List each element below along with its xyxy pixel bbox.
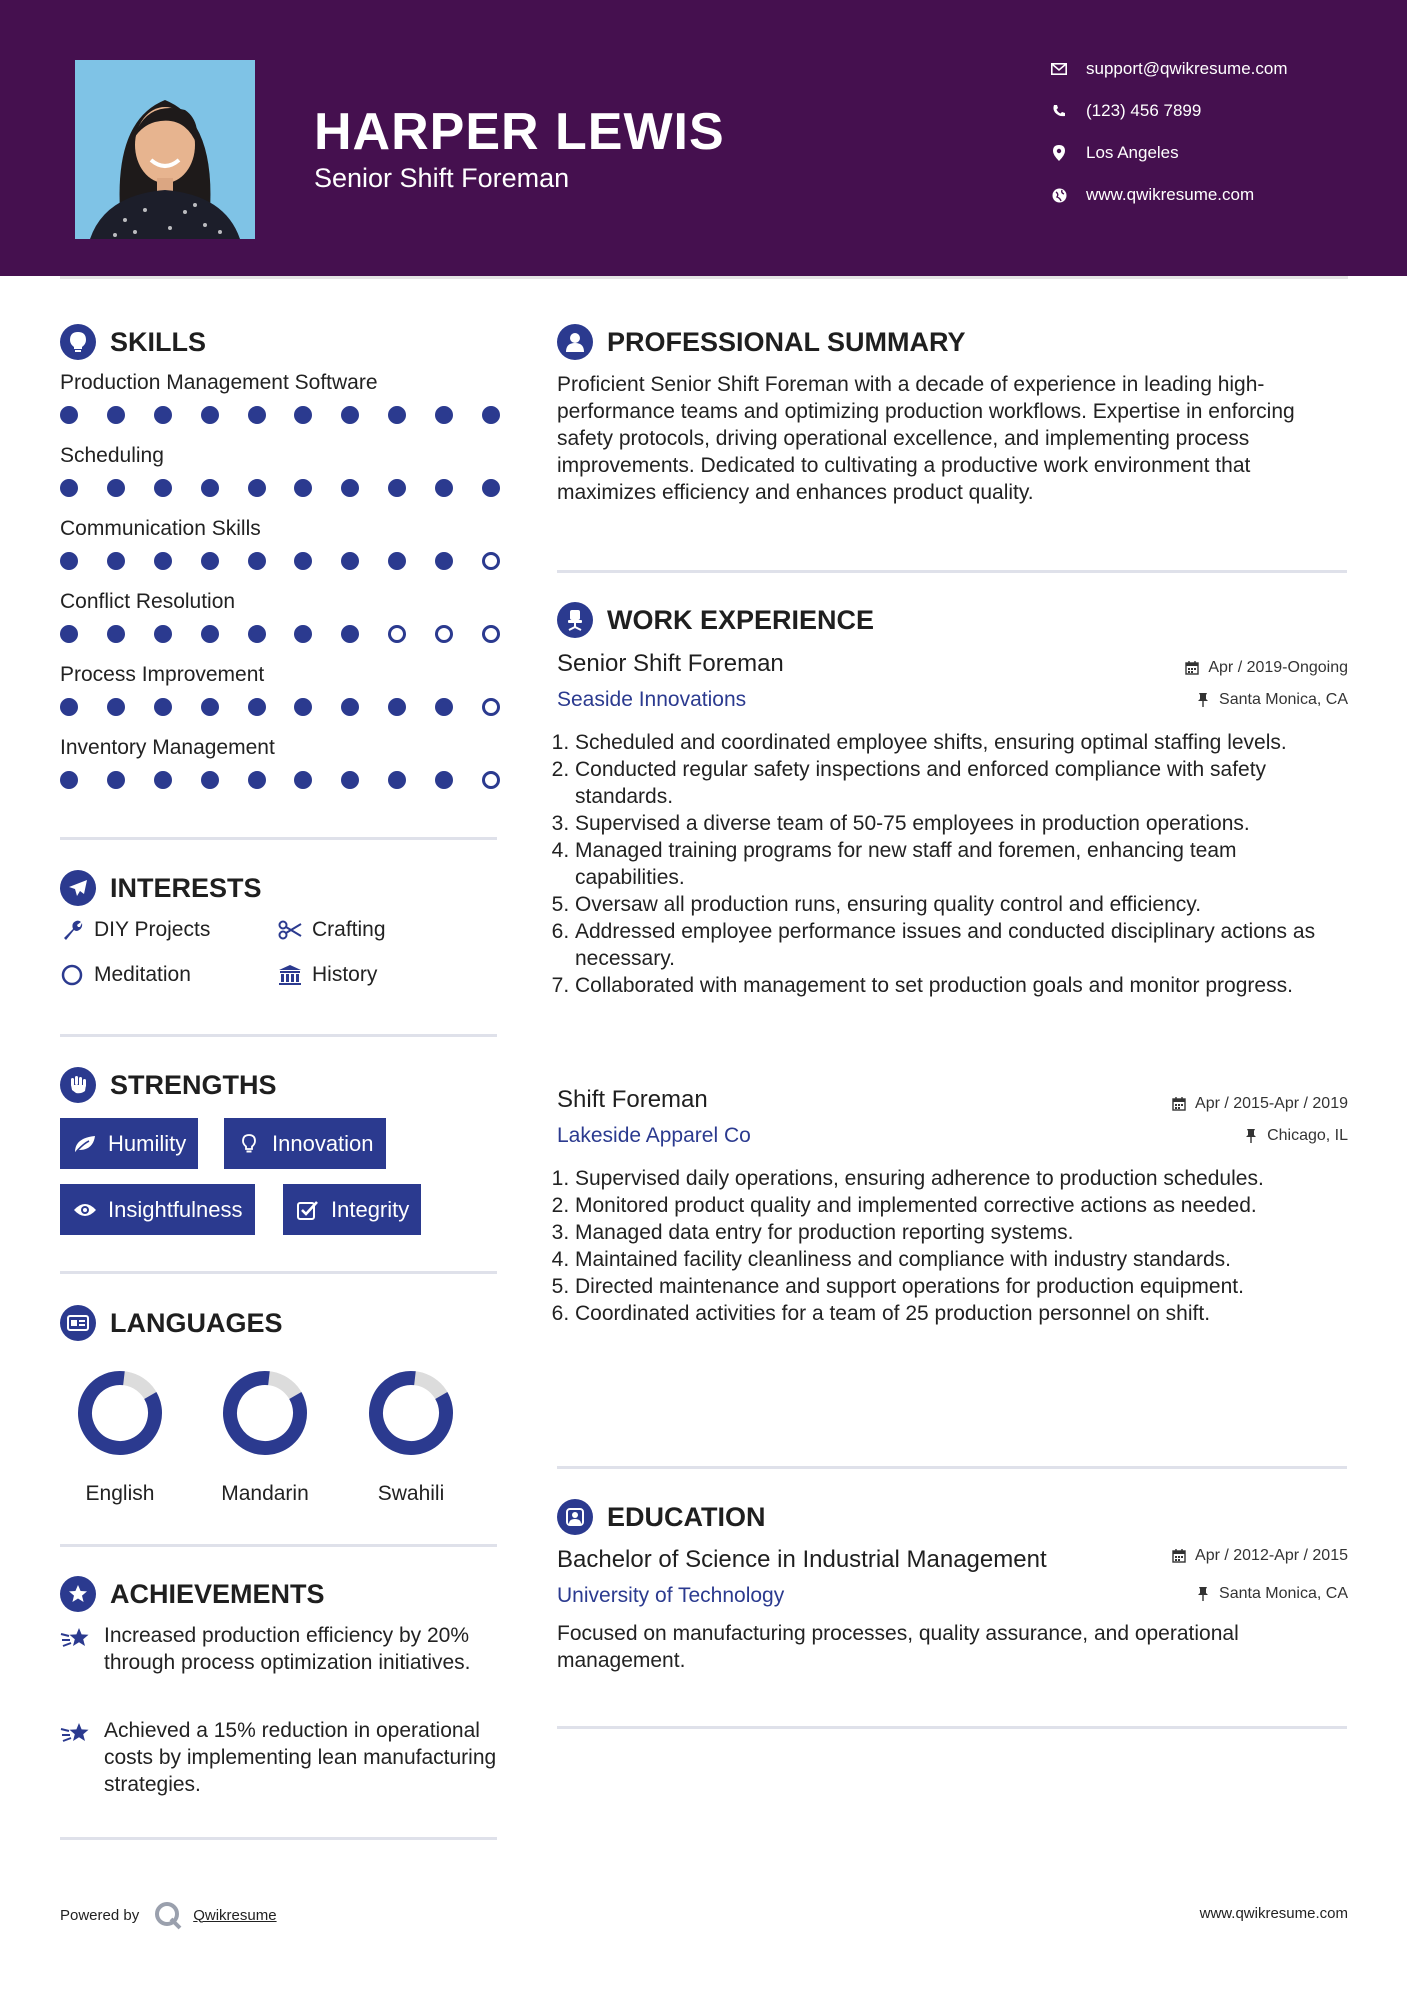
- rating-dot-filled: [388, 406, 406, 424]
- job-dates-text: Apr / 2019-Ongoing: [1208, 659, 1348, 676]
- strength-tag-humility: [60, 1118, 198, 1169]
- skill-name: Communication Skills: [60, 517, 261, 540]
- qwikresume-link[interactable]: Qwikresume: [193, 1906, 277, 1924]
- lightbulb-icon: [236, 1133, 262, 1155]
- rating-dot-filled: [341, 479, 359, 497]
- rating-dot-filled: [294, 771, 312, 789]
- skill-name: Conflict Resolution: [60, 590, 236, 613]
- strengths-heading: [60, 1067, 277, 1103]
- skill-rating: [60, 698, 500, 716]
- rating-dot-filled: [248, 625, 266, 643]
- pushpin-icon: [1243, 1128, 1259, 1144]
- calendar-icon: [1184, 660, 1200, 676]
- wrench-icon: [60, 918, 84, 942]
- header-divider: [60, 276, 1348, 279]
- qwikresume-logo-icon: [153, 1900, 183, 1930]
- strengths-divider: [60, 1271, 497, 1274]
- rating-dot-filled: [154, 406, 172, 424]
- achievement-text: Increased production efficiency by 20% through process optimization initiatives.: [104, 1624, 471, 1674]
- duty-item: 4. Maintained facility cleanliness and compliance with industry standards.: [575, 1246, 1347, 1273]
- education-location: [1195, 1585, 1348, 1603]
- interest-label: DIY Projects: [94, 918, 211, 941]
- job-dates: [1184, 659, 1348, 677]
- rating-dot-filled: [294, 698, 312, 716]
- language-item: [190, 1368, 340, 1506]
- language-item: [336, 1368, 486, 1506]
- gauge-fill: [75, 1368, 165, 1458]
- duty-item: 1. Supervised daily operations, ensuring adherence to production schedules.: [575, 1165, 1347, 1192]
- job-location: [1195, 691, 1348, 709]
- rating-dot-filled: [201, 406, 219, 424]
- duty-item: 3. Supervised a diverse team of 50-75 employees in production operations.: [575, 810, 1347, 837]
- rating-dot-filled: [107, 698, 125, 716]
- rating-dot-filled: [341, 625, 359, 643]
- interests-divider: [60, 1034, 497, 1037]
- rating-dot-filled: [107, 625, 125, 643]
- lightbulb-icon: [60, 324, 96, 360]
- interest-item-crafting: [278, 918, 386, 942]
- circle-icon: [60, 963, 84, 987]
- strength-tag-innovation: [224, 1118, 386, 1169]
- rating-dot-filled: [248, 479, 266, 497]
- interest-item-diy: [60, 918, 210, 942]
- globe-icon: [1050, 186, 1068, 204]
- gauge-fill: [366, 1368, 456, 1458]
- rating-dot-empty: [482, 552, 500, 570]
- education-location-text: Santa Monica, CA: [1219, 1585, 1348, 1602]
- envelope-icon: [1050, 60, 1068, 78]
- rating-dot-filled: [248, 771, 266, 789]
- rating-dot-filled: [482, 406, 500, 424]
- duty-item: 2. Conducted regular safety inspections and enforced compliance with safety standards.: [575, 756, 1347, 810]
- rating-dot-empty: [482, 771, 500, 789]
- education-dates-text: Apr / 2012-Apr / 2015: [1195, 1547, 1348, 1564]
- contact-phone[interactable]: [1050, 101, 1201, 121]
- skill-name: Production Management Software: [60, 371, 378, 394]
- strength-label: Humility: [108, 1130, 187, 1156]
- job-dates-text: Apr / 2015-Apr / 2019: [1195, 1095, 1348, 1112]
- rating-dot-filled: [388, 479, 406, 497]
- pushpin-icon: [1195, 692, 1211, 708]
- fist-icon: [60, 1067, 96, 1103]
- calendar-icon: [1171, 1096, 1187, 1112]
- strength-label: Integrity: [331, 1196, 410, 1222]
- footer-website[interactable]: www.qwikresume.com: [1199, 1905, 1348, 1922]
- pushpin-icon: [1195, 1586, 1211, 1602]
- rating-dot-filled: [388, 698, 406, 716]
- rating-dot-filled: [201, 625, 219, 643]
- shooting-star-icon: [60, 1717, 92, 1798]
- museum-icon: [278, 963, 302, 987]
- language-gauge: [220, 1368, 310, 1458]
- rating-dot-filled: [294, 406, 312, 424]
- duty-item: 5. Directed maintenance and support operations for production equipment.: [575, 1273, 1347, 1300]
- duty-item: 3. Managed data entry for production reporting systems.: [575, 1219, 1347, 1246]
- rating-dot-filled: [248, 406, 266, 424]
- rating-dot-filled: [482, 479, 500, 497]
- interests-heading-text: INTERESTS: [110, 872, 262, 903]
- paper-plane-icon: [60, 870, 96, 906]
- rating-dot-filled: [388, 771, 406, 789]
- rating-dot-empty: [482, 698, 500, 716]
- rating-dot-filled: [154, 625, 172, 643]
- rating-dot-filled: [60, 552, 78, 570]
- skill-rating: [60, 625, 500, 643]
- duty-item: 5. Oversaw all production runs, ensuring quality control and efficiency.: [575, 891, 1347, 918]
- footer-powered-by: [60, 1900, 277, 1930]
- calendar-icon: [1171, 1548, 1187, 1564]
- achievements-divider: [60, 1837, 497, 1840]
- summary-heading: [557, 324, 966, 360]
- job-duties-list: [557, 729, 1347, 999]
- candidate-name: HARPER LEWIS: [314, 103, 725, 161]
- gauge-fill: [220, 1368, 310, 1458]
- map-pin-icon: [1050, 144, 1068, 162]
- interest-item-history: [278, 963, 377, 987]
- duty-item: 6. Addressed employee performance issues and conducted disciplinary actions as necessary.: [575, 918, 1347, 972]
- rating-dot-filled: [154, 552, 172, 570]
- rating-dot-filled: [107, 771, 125, 789]
- office-chair-icon: [557, 602, 593, 638]
- skills-heading-text: SKILLS: [110, 326, 207, 357]
- rating-dot-filled: [201, 698, 219, 716]
- interest-label: History: [312, 963, 378, 986]
- rating-dot-empty: [435, 625, 453, 643]
- language-name: Swahili: [377, 1482, 445, 1505]
- summary-divider: [557, 570, 1347, 573]
- duty-item: 7. Collaborated with management to set production goals and monitor progress.: [575, 972, 1347, 999]
- contact-phone-text: (123) 456 7899: [1086, 101, 1202, 120]
- interest-label: Meditation: [94, 963, 191, 986]
- language-gauge: [366, 1368, 456, 1458]
- strength-label: Insightfulness: [108, 1196, 243, 1222]
- shooting-star-icon: [60, 1622, 92, 1676]
- graduate-icon: [557, 1499, 593, 1535]
- rating-dot-filled: [435, 406, 453, 424]
- duty-item: 6. Coordinated activities for a team of 25 production personnel on shift.: [575, 1300, 1347, 1327]
- experience-heading: [557, 602, 874, 638]
- interest-item-meditation: [60, 963, 191, 987]
- rating-dot-filled: [341, 771, 359, 789]
- skill-name: Scheduling: [60, 444, 164, 467]
- experience-divider: [557, 1466, 1347, 1469]
- language-item: [45, 1368, 195, 1506]
- duty-item: 1. Scheduled and coordinated employee shifts, ensuring optimal staffing levels.: [575, 729, 1347, 756]
- contact-website[interactable]: [1050, 185, 1254, 205]
- rating-dot-filled: [201, 479, 219, 497]
- job-dates: [1171, 1095, 1348, 1113]
- achievement-item: [60, 1717, 500, 1798]
- skill-name: Inventory Management: [60, 736, 275, 759]
- rating-dot-filled: [154, 698, 172, 716]
- job-location: [1243, 1127, 1348, 1145]
- interest-label: Crafting: [312, 918, 386, 941]
- rating-dot-filled: [107, 552, 125, 570]
- rating-dot-filled: [201, 771, 219, 789]
- languages-divider: [60, 1544, 497, 1547]
- scissors-icon: [278, 918, 302, 942]
- rating-dot-filled: [341, 406, 359, 424]
- achievement-text: Achieved a 15% reduction in operational costs by implementing lean manufacturing strategies.: [104, 1719, 497, 1796]
- job-company: Seaside Innovations: [557, 688, 747, 711]
- profile-photo: [75, 60, 255, 239]
- rating-dot-filled: [435, 479, 453, 497]
- rating-dot-filled: [60, 479, 78, 497]
- language-gauge: [75, 1368, 165, 1458]
- education-degree: Bachelor of Science in Industrial Management: [557, 1546, 1047, 1573]
- rating-dot-filled: [201, 552, 219, 570]
- job-location-text: Santa Monica, CA: [1219, 691, 1348, 708]
- rating-dot-filled: [294, 625, 312, 643]
- education-divider: [557, 1726, 1347, 1729]
- achievements-heading: [60, 1576, 325, 1612]
- education-heading: [557, 1499, 766, 1535]
- rating-dot-filled: [107, 479, 125, 497]
- language-name: Mandarin: [221, 1482, 309, 1505]
- phone-icon: [1050, 102, 1068, 120]
- rating-dot-empty: [482, 625, 500, 643]
- eye-icon: [72, 1199, 98, 1221]
- job-location-text: Chicago, IL: [1267, 1127, 1348, 1144]
- rating-dot-filled: [154, 479, 172, 497]
- rating-dot-filled: [435, 771, 453, 789]
- strength-tag-integrity: [283, 1184, 421, 1235]
- check-square-icon: [295, 1199, 321, 1221]
- skill-rating: [60, 406, 500, 424]
- contact-email-text: support@qwikresume.com: [1086, 59, 1288, 78]
- rating-dot-filled: [60, 771, 78, 789]
- job-title: Senior Shift Foreman: [557, 650, 784, 677]
- languages-heading: [60, 1305, 283, 1341]
- rating-dot-filled: [60, 406, 78, 424]
- duty-item: 4. Managed training programs for new staff and foremen, enhancing team capabilities.: [575, 837, 1347, 891]
- skill-rating: [60, 479, 500, 497]
- skills-divider: [60, 837, 497, 840]
- experience-heading-text: WORK EXPERIENCE: [607, 604, 875, 635]
- rating-dot-empty: [388, 625, 406, 643]
- skill-rating: [60, 552, 500, 570]
- education-school: University of Technology: [557, 1584, 785, 1607]
- rating-dot-filled: [435, 698, 453, 716]
- rating-dot-filled: [341, 698, 359, 716]
- rating-dot-filled: [294, 479, 312, 497]
- strengths-heading-text: STRENGTHS: [110, 1069, 277, 1100]
- language-name: English: [85, 1482, 155, 1505]
- star-badge-icon: [60, 1576, 96, 1612]
- contact-location: [1050, 143, 1179, 163]
- rating-dot-filled: [248, 698, 266, 716]
- job-duties-list: [557, 1165, 1347, 1327]
- achievement-item: [60, 1622, 500, 1676]
- interests-heading: [60, 870, 262, 906]
- resume-header: [0, 0, 1407, 276]
- rating-dot-filled: [248, 552, 266, 570]
- job-company: Lakeside Apparel Co: [557, 1124, 751, 1147]
- achievements-heading-text: ACHIEVEMENTS: [110, 1578, 325, 1609]
- summary-text: Proficient Senior Shift Foreman with a decade of experience in leading high-performance teams and optimizing production workflows. Expertise in enforcing safety protocols, driving operational excellence, and implementing process improvements. Dedicated to cultivating a productive work environment that maximizes efficiency and enhances product quality.: [557, 373, 1295, 504]
- leaf-icon: [72, 1133, 98, 1155]
- skill-rating: [60, 771, 500, 789]
- rating-dot-filled: [388, 552, 406, 570]
- education-description: Focused on manufacturing processes, quality assurance, and operational management.: [557, 1622, 1239, 1672]
- skills-heading: [60, 324, 206, 360]
- summary-heading-text: PROFESSIONAL SUMMARY: [607, 326, 966, 357]
- contact-location-text: Los Angeles: [1086, 143, 1179, 162]
- languages-heading-text: LANGUAGES: [110, 1307, 283, 1338]
- strength-tag-insightfulness: [60, 1184, 255, 1235]
- rating-dot-filled: [294, 552, 312, 570]
- rating-dot-filled: [154, 771, 172, 789]
- skill-name: Process Improvement: [60, 663, 265, 686]
- user-icon: [557, 324, 593, 360]
- rating-dot-filled: [60, 625, 78, 643]
- education-dates: [1171, 1547, 1348, 1565]
- rating-dot-filled: [435, 552, 453, 570]
- rating-dot-filled: [107, 406, 125, 424]
- duty-item: 2. Monitored product quality and implemented corrective actions as needed.: [575, 1192, 1347, 1219]
- job-title: Shift Foreman: [557, 1086, 708, 1113]
- education-heading-text: EDUCATION: [607, 1501, 766, 1532]
- powered-by-text: Powered by: [60, 1906, 140, 1924]
- language-icon: [60, 1305, 96, 1341]
- contact-email[interactable]: [1050, 59, 1288, 79]
- strength-label: Innovation: [272, 1130, 374, 1156]
- contact-website-text: www.qwikresume.com: [1086, 185, 1255, 204]
- rating-dot-filled: [341, 552, 359, 570]
- candidate-role: Senior Shift Foreman: [314, 163, 570, 193]
- rating-dot-filled: [60, 698, 78, 716]
